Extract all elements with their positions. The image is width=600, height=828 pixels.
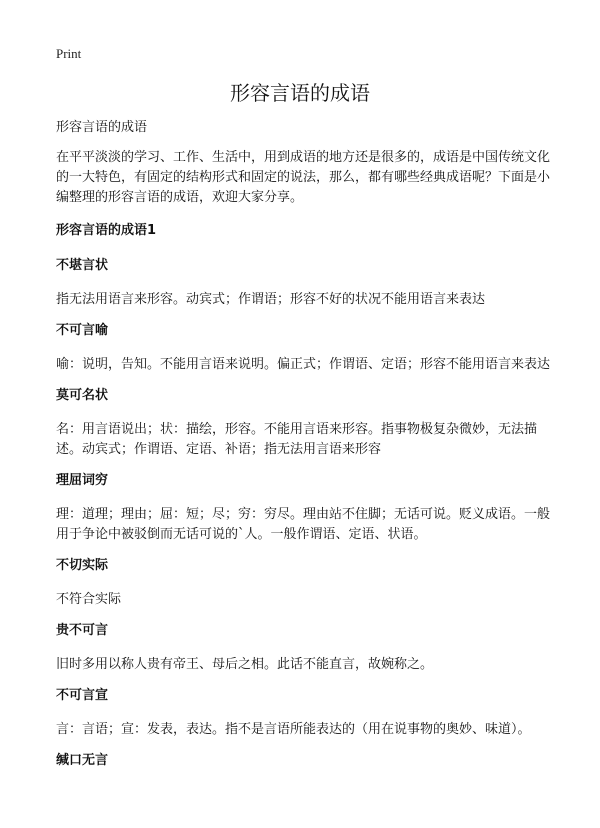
idiom-definition: 旧时多用以称人贵有帝王、母后之相。此话不能直言，故婉称之。 <box>56 657 434 672</box>
idiom-term: 莫可名状 <box>56 388 109 403</box>
idiom-entry <box>56 386 550 460</box>
idiom-definition: 理：道理；理由；屈：短；尽；穷：穷尽。理由站不住脚；无话可说。贬义成语。一般用于争论中被驳倒而无话可说的`人。一般作谓语、定语、状语。 <box>56 507 551 542</box>
idiom-definition: 名：用言语说出；状：描绘，形容。不能用言语来形容。指事物极复杂微妙，无法描述。动宾式；作谓语、定语、补语；指无法用言语来形容 <box>56 422 538 457</box>
idiom-entry <box>56 751 550 771</box>
idiom-entry <box>56 686 550 740</box>
idiom-term: 理屈词穷 <box>56 473 109 488</box>
idiom-term: 贵不可言 <box>56 623 109 638</box>
idiom-entry <box>56 556 550 610</box>
idiom-definition: 言：言语；宣：发表，表达。指不是言语所能表达的（用在说事物的奥妙、味道）。 <box>56 722 531 737</box>
idiom-term: 不可言宣 <box>56 688 109 703</box>
idiom-term: 缄口无言 <box>56 753 109 768</box>
intro-paragraph: 在平平淡淡的学习、工作、生活中，用到成语的地方还是很多的，成语是中国传统文化的一大特色，有固定的结构形式和固定的说法，那么，都有哪些经典成语呢？下面是小编整理的形容言语的成语，欢迎大家分享。 <box>56 150 551 205</box>
idiom-entry <box>56 256 550 310</box>
page-title: 形容言语的成语 <box>230 81 370 105</box>
print-link[interactable]: Print <box>56 46 82 61</box>
document-content <box>56 118 550 785</box>
idiom-term: 不可言喻 <box>56 323 109 338</box>
idiom-term: 不切实际 <box>56 558 109 573</box>
document-subtitle: 形容言语的成语 <box>56 120 148 135</box>
idiom-term: 不堪言状 <box>56 258 109 273</box>
idiom-entry <box>56 621 550 675</box>
idiom-entry <box>56 321 550 375</box>
idiom-definition: 喻：说明，告知。不能用言语来说明。偏正式；作谓语、定语；形容不能用语言来表达 <box>56 357 551 372</box>
idiom-entry <box>56 471 550 545</box>
idiom-definition: 指无法用语言来形容。动宾式；作谓语；形容不好的状况不能用语言来表达 <box>56 292 486 307</box>
section-heading: 形容言语的成语1 <box>56 223 157 238</box>
idiom-definition: 不符合实际 <box>56 592 122 607</box>
